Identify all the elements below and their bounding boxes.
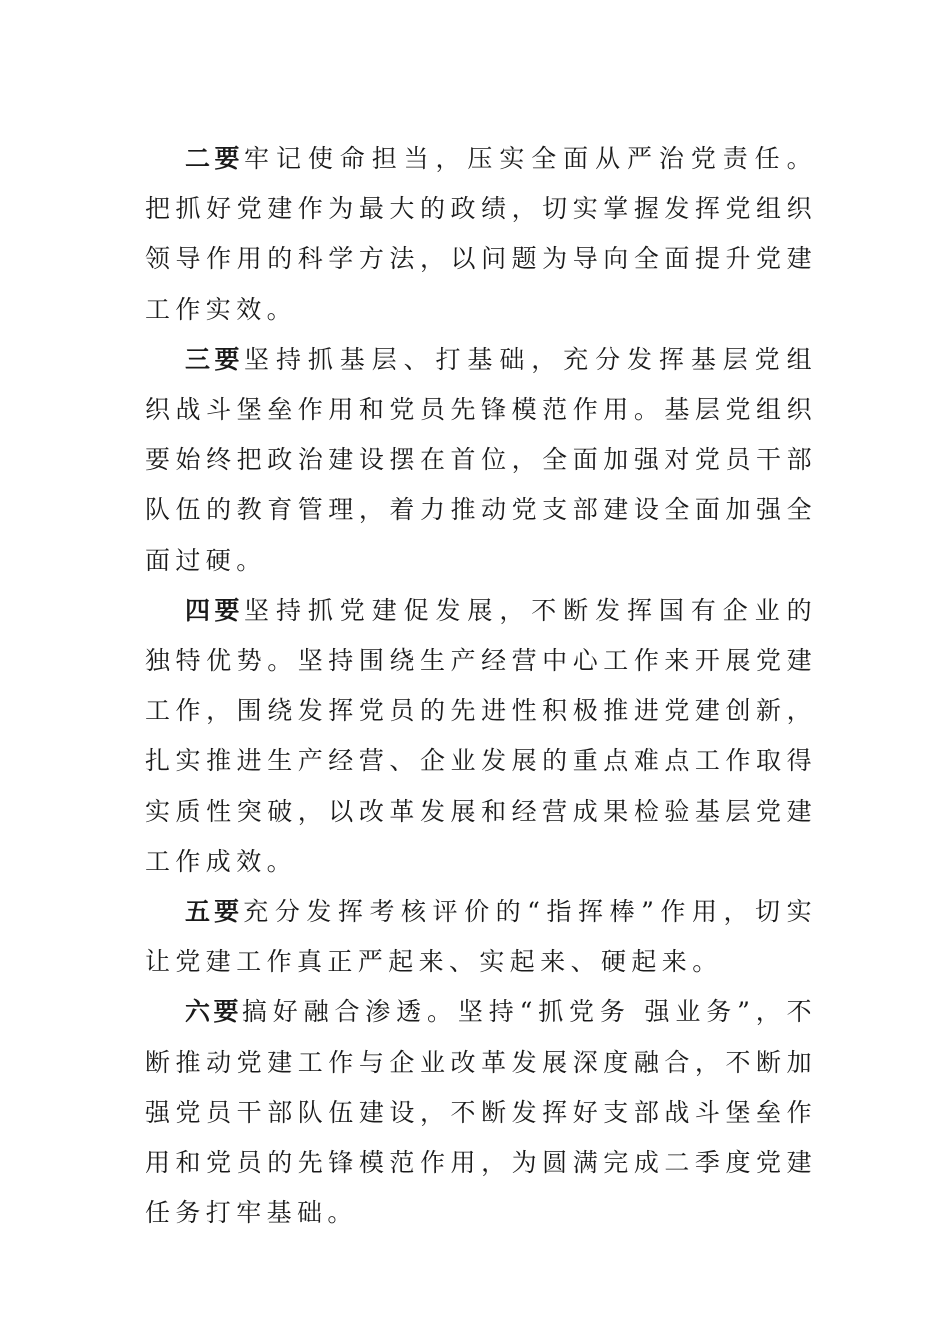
paragraph-text: 坚持抓基层、打基础，充分发挥基层党组织战斗堡垒作用和党员先锋模范作用。基层党组织要始终把政治建设摆在首位，全面加强对党员干部队伍的教育管理，着力推动党支部建设全面加强全面过硬。	[145, 344, 817, 575]
paragraph-6	[145, 987, 817, 1238]
paragraph-text: 牢记使命担当，压实全面从严治党责任。把抓好党建作为最大的政绩，切实掌握发挥党组织领导作用的科学方法，以问题为导向全面提升党建工作实效。	[145, 144, 817, 324]
paragraph-3	[145, 335, 817, 586]
paragraph-2	[145, 134, 817, 335]
paragraph-lead: 六要	[185, 997, 242, 1027]
paragraph-lead: 三要	[185, 344, 245, 374]
document-body	[145, 134, 817, 1238]
paragraph-lead: 二要	[185, 144, 245, 173]
paragraph-lead: 五要	[185, 897, 244, 927]
paragraph-text: 充分发挥考核评价的“指挥棒”作用，切实让党建工作真正严起来、实起来、硬起来。	[145, 897, 817, 977]
paragraph-text: 坚持抓党建促发展，不断发挥国有企业的独特优势。坚持围绕生产经营中心工作来开展党建工作，围绕发挥党员的先进性积极推进党建创新，扎实推进生产经营、企业发展的重点难点工作取得实质性突破，以改革发展和经营成果检验基层党建工作成效。	[145, 595, 817, 876]
paragraph-5	[145, 887, 817, 987]
paragraph-lead: 四要	[185, 595, 245, 625]
paragraph-text: 搞好融合渗透。坚持“抓党务 强业务”，不断推动党建工作与企业改革发展深度融合，不断加强党员干部队伍建设，不断发挥好支部战斗堡垒作用和党员的先锋模范作用，为圆满完成二季度党建任务打牢基础。	[145, 997, 817, 1228]
paragraph-4	[145, 586, 817, 887]
